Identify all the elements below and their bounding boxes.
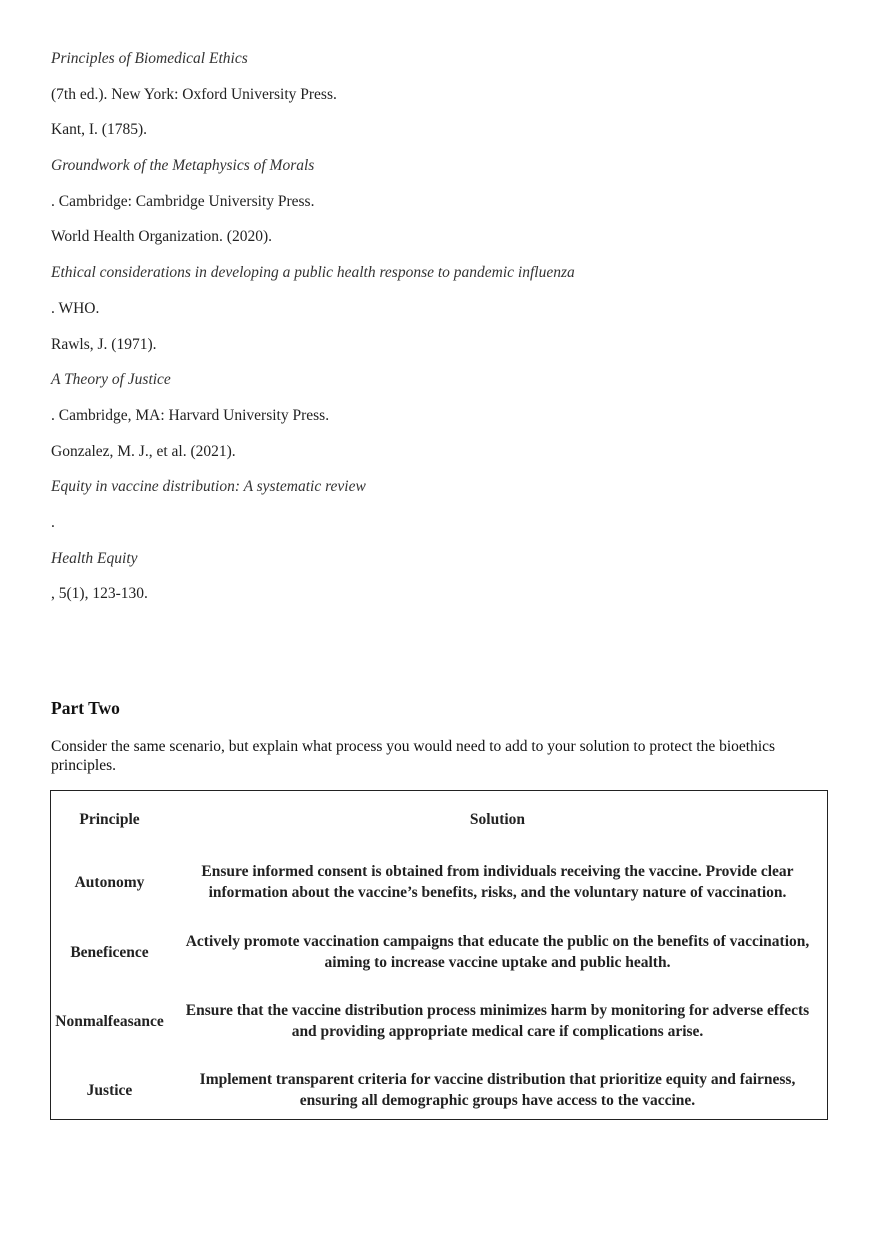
header-principle: Principle: [79, 810, 140, 828]
solution-line: Ensure that the vaccine distribution process minimizes harm by monitoring for adverse effects: [185, 1002, 810, 1019]
reference-line: . Cambridge: Cambridge University Press.: [51, 192, 315, 210]
reference-line: . Cambridge, MA: Harvard University Press.: [51, 406, 330, 424]
reference-line: . WHO.: [51, 299, 100, 317]
table-row: [51, 847, 827, 917]
principle-cell: Autonomy: [74, 873, 145, 891]
header-solution: Solution: [469, 810, 526, 828]
reference-line: Equity in vaccine distribution: A systematic review: [51, 478, 366, 496]
reference-line: , 5(1), 123-130.: [51, 585, 148, 603]
reference-line: World Health Organization. (2020).: [51, 228, 273, 246]
reference-line: (7th ed.). New York: Oxford University Press.: [51, 85, 337, 103]
reference-line: Principles of Biomedical Ethics: [51, 50, 248, 67]
principle-cell: Beneficence: [70, 943, 149, 961]
solution-line: Ensure informed consent is obtained from individuals receiving the vaccine. Provide clear: [201, 863, 794, 880]
section-title: Part Two: [51, 698, 120, 718]
solution-cell: [168, 987, 827, 1055]
solution-line: aiming to increase vaccine uptake and public health.: [324, 954, 671, 971]
reference-line: A Theory of Justice: [51, 371, 171, 389]
bioethics-table: [50, 790, 828, 1120]
references-list: [51, 49, 831, 620]
solution-cell: [168, 917, 827, 987]
reference-line: Groundwork of the Metaphysics of Morals: [51, 157, 315, 175]
solution-cell: [168, 1055, 827, 1125]
reference-line: .: [51, 513, 55, 531]
table-row: [51, 1055, 827, 1125]
principle-cell: Justice: [86, 1081, 133, 1099]
reference-line: Rawls, J. (1971).: [51, 335, 157, 353]
principle-cell: Nonmalfeasance: [55, 1012, 164, 1030]
reference-line: Health Equity: [51, 549, 138, 567]
reference-line: Kant, I. (1785).: [51, 121, 147, 139]
section-intro: Consider the same scenario, but explain what process you would need to add to your solution to protect the bioethics principles.: [51, 738, 776, 774]
solution-line: and providing appropriate medical care if complications arise.: [291, 1023, 704, 1040]
solution-line: information about the vaccine’s benefits, risks, and the voluntary nature of vaccination.: [208, 884, 787, 901]
table-row: [51, 987, 827, 1055]
reference-line: Ethical considerations in developing a public health response to pandemic influenza: [51, 264, 575, 282]
table-header-row: [51, 791, 827, 847]
table-row: [51, 917, 827, 987]
solution-line: Actively promote vaccination campaigns that educate the public on the benefits of vaccination,: [185, 933, 810, 950]
solution-line: Implement transparent criteria for vaccine distribution that prioritize equity and fairness,: [199, 1071, 796, 1088]
solution-line: ensuring all demographic groups have access to the vaccine.: [299, 1092, 696, 1109]
reference-line: Gonzalez, M. J., et al. (2021).: [51, 442, 236, 460]
solution-cell: [168, 847, 827, 917]
